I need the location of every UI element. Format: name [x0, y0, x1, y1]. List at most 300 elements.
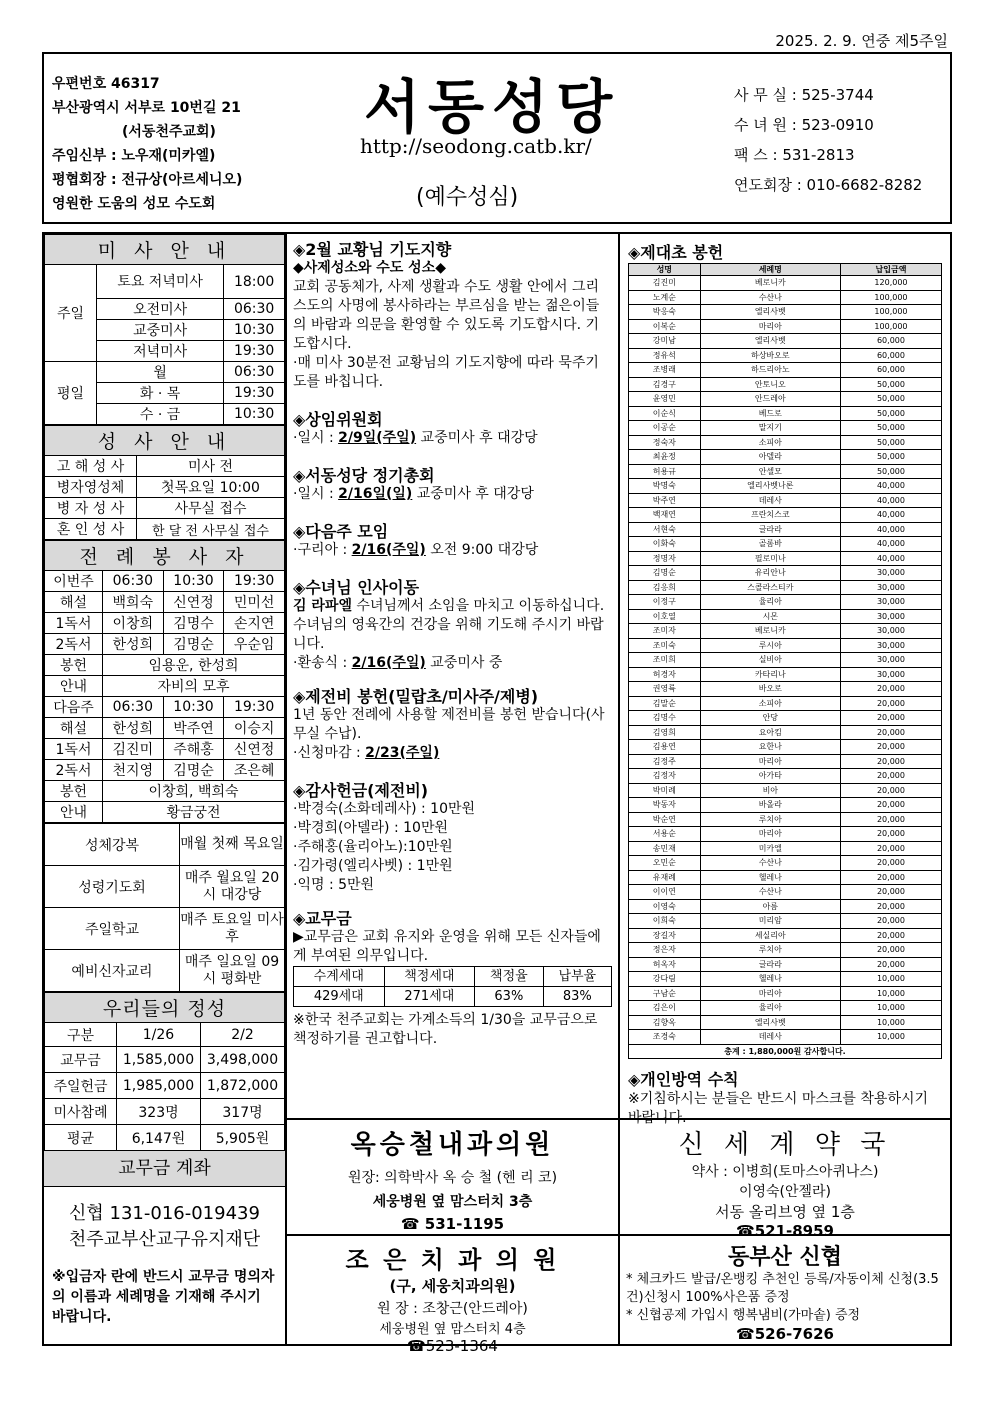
- donor-total-row: [629, 1044, 942, 1059]
- donor-cell: 20,000: [840, 914, 941, 929]
- donor-row: [629, 856, 942, 871]
- donor-row: [629, 334, 942, 349]
- donor-cell: 엘리사벳: [700, 334, 840, 349]
- server-cell: 주해홍: [163, 739, 224, 760]
- donor-cell: 베드로: [700, 406, 840, 421]
- donor-row: [629, 798, 942, 813]
- supplies-deadline: [293, 744, 612, 763]
- donor-cell: 구남순: [629, 986, 701, 1001]
- donor-row: [629, 609, 942, 624]
- donor-cell: 50,000: [840, 464, 941, 479]
- donor-cell: 50,000: [840, 377, 941, 392]
- contact-funeral: 연도회장 : 010-6682-8282: [734, 176, 923, 194]
- quarantine-title: ◈개인방역 수칙: [628, 1070, 739, 1089]
- offering-cell: 1,585,000: [117, 1047, 201, 1073]
- donor-cell: 이복순: [629, 319, 701, 334]
- server-cell: 이창희: [103, 613, 164, 634]
- donor-cell: 50,000: [840, 392, 941, 407]
- mass-name: 토요 저녁미사: [97, 265, 224, 299]
- tithe-table: [293, 966, 612, 1007]
- tithe-cell: 책정세대: [384, 967, 475, 987]
- donor-cell: 아름: [700, 899, 840, 914]
- supplies-body: 1년 동안 전례에 사용할 제전비를 봉헌 받습니다(사무실 수납).: [293, 707, 605, 742]
- ad-clinic: [287, 1118, 620, 1234]
- thanks-item: ·주해홍(율리아노):10만원: [293, 839, 453, 855]
- donor-header: 납입금액: [840, 264, 941, 276]
- donor-cell: 30,000: [840, 638, 941, 653]
- donor-cell: 50,000: [840, 421, 941, 436]
- donor-cell: 수산나: [700, 290, 840, 305]
- tithe-cell: 책정율: [475, 967, 543, 987]
- donor-cell: 바올라: [700, 798, 840, 813]
- donor-cell: 유리안나: [700, 566, 840, 581]
- donor-header: 세례명: [700, 264, 840, 276]
- donor-header: 성명: [629, 264, 701, 276]
- tithe-cell: 63%: [475, 987, 543, 1007]
- mass-time: 06:30: [224, 299, 285, 320]
- postal-code: 우편번호 46317: [52, 76, 160, 92]
- donor-row: [629, 566, 942, 581]
- donor-cell: 조병래: [629, 363, 701, 378]
- donor-cell: 박순연: [629, 812, 701, 827]
- mass-time: 10:30: [224, 404, 285, 425]
- donor-cell: 수산나: [700, 856, 840, 871]
- events-table: [44, 823, 285, 992]
- donor-cell: 강미남: [629, 334, 701, 349]
- donor-cell: 조미숙: [629, 638, 701, 653]
- donor-row: [629, 769, 942, 784]
- donor-row: [629, 435, 942, 450]
- server-cell: 봉헌: [45, 781, 103, 802]
- ad4-line2: * 신협공제 가입시 행복냄비(가마솥) 증정: [626, 1308, 861, 1323]
- server-cell: 이승지: [224, 718, 285, 739]
- donor-cell: 소피아: [700, 696, 840, 711]
- offering-cell: 1,872,000: [201, 1073, 285, 1099]
- mass-name: 교중미사: [97, 320, 224, 341]
- donor-cell: 안당: [700, 711, 840, 726]
- donor-row: [629, 377, 942, 392]
- offering-cell: 1/26: [117, 1023, 201, 1047]
- server-cell: 박주연: [163, 718, 224, 739]
- address: 부산광역시 서부로 10번길 21: [52, 100, 241, 116]
- donor-cell: 20,000: [840, 885, 941, 900]
- website-link[interactable]: http://seodong.catb.kr/: [360, 134, 592, 158]
- ad4-title: 동부산 신협: [728, 1245, 842, 1270]
- supplies-date: 2/23(주일): [365, 745, 440, 761]
- donor-cell: 엘리사벳나론: [700, 479, 840, 494]
- contact-convent: 수 녀 원 : 523-0910: [734, 116, 874, 134]
- thanks-item: ·익명 : 5만원: [293, 877, 375, 893]
- donor-row: [629, 624, 942, 639]
- label: ·신청마감 :: [293, 745, 366, 761]
- nun-name: 김 라파엘: [293, 598, 352, 614]
- donor-row: [629, 740, 942, 755]
- church-name: (서동천주교회): [122, 124, 216, 140]
- donor-row: [629, 711, 942, 726]
- donor-cell: 박응숙: [629, 305, 701, 320]
- donor-cell: 루시아: [700, 638, 840, 653]
- mass-time: 06:30: [224, 362, 285, 383]
- thanks-item: ·김가령(엘리사벳) : 1만원: [293, 858, 453, 874]
- mass-name: 수 · 금: [97, 404, 224, 425]
- donor-cell: 40,000: [840, 479, 941, 494]
- donor-cell: 송민재: [629, 841, 701, 856]
- donor-row: [629, 493, 942, 508]
- ad1-title: 옥승철내과의원: [350, 1130, 555, 1160]
- donor-row: [629, 1001, 942, 1016]
- donor-cell: 100,000: [840, 305, 941, 320]
- donor-table: [628, 263, 942, 1059]
- header: [42, 52, 952, 224]
- server-cell: 한성희: [103, 634, 164, 655]
- donor-cell: 10,000: [840, 1015, 941, 1030]
- sacrament-name: 고 해 성 사: [45, 456, 137, 477]
- server-cell: 06:30: [103, 571, 164, 592]
- donor-row: [629, 537, 942, 552]
- donor-cell: 프란치스코: [700, 508, 840, 523]
- donor-row: [629, 870, 942, 885]
- donor-cell: 미리암: [700, 914, 840, 929]
- sacrament-name: 병 자 성 사: [45, 498, 137, 519]
- donor-row: [629, 827, 942, 842]
- donor-cell: 60,000: [840, 334, 941, 349]
- donor-cell: 20,000: [840, 798, 941, 813]
- donor-row: [629, 986, 942, 1001]
- donor-cell: 최윤정: [629, 450, 701, 465]
- event-name: 주일학교: [45, 908, 180, 950]
- donor-cell: 필로미나: [700, 551, 840, 566]
- donor-cell: 실비아: [700, 653, 840, 668]
- donor-cell: 김응희: [629, 580, 701, 595]
- servers-table: [44, 540, 285, 823]
- donor-cell: 율리아: [700, 1001, 840, 1016]
- sacrament-table: [44, 425, 285, 540]
- donor-cell: 데레사: [700, 1030, 840, 1045]
- donor-cell: 20,000: [840, 899, 941, 914]
- ad1-line1: 원장: 의학박사 옥 승 철 (헨 리 코): [347, 1170, 558, 1186]
- donor-cell: 안셀모: [700, 464, 840, 479]
- quarantine-body: ※기침하시는 분들은 반드시 마스크를 착용하시기 바랍니다.: [628, 1091, 929, 1126]
- donor-row: [629, 305, 942, 320]
- mass-name: 화 · 목: [97, 383, 224, 404]
- server-cell: 손지연: [224, 613, 285, 634]
- donor-row: [629, 479, 942, 494]
- donor-row: [629, 653, 942, 668]
- sacrament-info: 첫목요일 10:00: [137, 477, 285, 498]
- donor-cell: 마리아: [700, 827, 840, 842]
- donor-cell: 이공순: [629, 421, 701, 436]
- right-column: [620, 234, 950, 1126]
- mass-title: 미 사 안 내: [45, 235, 285, 265]
- donor-cell: 하드리아노: [700, 363, 840, 378]
- servers-title: 전 례 봉 사 자: [45, 541, 285, 571]
- donor-cell: 40,000: [840, 508, 941, 523]
- server-cell: 김진미: [103, 739, 164, 760]
- event-info: 매주 월요일 20시 대강당: [180, 866, 285, 908]
- sacrament-name: 혼 인 성 사: [45, 519, 137, 540]
- server-cell: 10:30: [163, 571, 224, 592]
- mass-name: 월: [97, 362, 224, 383]
- donor-cell: 김향옥: [629, 1015, 701, 1030]
- dateline: 2025. 2. 9. 연중 제5주일: [775, 32, 948, 50]
- donor-row: [629, 928, 942, 943]
- nun-title: ◈수녀님 인사이동: [293, 578, 420, 597]
- donor-cell: 30,000: [840, 653, 941, 668]
- donor-row: [629, 508, 942, 523]
- ad1-line2: 세웅병원 옆 맘스터치 3층: [372, 1194, 533, 1210]
- donor-cell: 김은이: [629, 1001, 701, 1016]
- donor-cell: 소피아: [700, 435, 840, 450]
- donor-row: [629, 957, 942, 972]
- donor-row: [629, 290, 942, 305]
- donor-cell: 허용규: [629, 464, 701, 479]
- donor-cell: 10,000: [840, 972, 941, 987]
- donor-cell: 엘리사벳: [700, 1015, 840, 1030]
- ad2-line3: 서동 올리브영 옆 1층: [715, 1203, 855, 1221]
- account-note: ※입금자 란에 반드시 교무금 명의자의 이름과 세례명을 기재해 주시기 바랍니다.: [52, 1269, 275, 1325]
- donor-cell: 김정주: [629, 754, 701, 769]
- donor-cell: 서현숙: [629, 522, 701, 537]
- ad-dental: [287, 1234, 620, 1355]
- donor-row: [629, 972, 942, 987]
- sacrament-info: 미사 전: [137, 456, 285, 477]
- server-cell: 자비의 모후: [103, 676, 285, 697]
- religious-order: 영원한 도움의 성모 수도회: [52, 196, 216, 212]
- pope-body: 교회 공동체가, 사제 생활과 수도 생활 안에서 그리스도의 사명에 봉사하라는 부르심을 받는 젊은이들의 바람과 의문을 환영할 수 있도록 기도합시다. 기도합시다.: [293, 279, 600, 352]
- mass-time: 18:00: [224, 265, 285, 299]
- text: 수녀님께서 소임을 마치고 이동하십니다. 수녀님의 영육간의 건강을 위해 기도해 주시기 바랍니다.: [293, 598, 605, 652]
- donor-cell: 안토니오: [700, 377, 840, 392]
- donor-row: [629, 348, 942, 363]
- nun-body: [293, 597, 612, 654]
- donor-cell: 30,000: [840, 667, 941, 682]
- ad4-line1: * 체크카드 발급/온뱅킹 추천인 등록/자동이체 신청(3.5건)신청시 100%사은품 증정: [626, 1272, 939, 1305]
- offering-cell: 323명: [117, 1099, 201, 1125]
- tithe-cell: 83%: [543, 987, 611, 1007]
- donor-row: [629, 682, 942, 697]
- donor-cell: 박동자: [629, 798, 701, 813]
- donor-cell: 20,000: [840, 943, 941, 958]
- donor-cell: 60,000: [840, 363, 941, 378]
- donor-cell: 헬레나: [700, 870, 840, 885]
- donor-cell: 정명자: [629, 551, 701, 566]
- donor-cell: 아가타: [700, 769, 840, 784]
- donor-cell: 루치아: [700, 943, 840, 958]
- server-cell: 19:30: [224, 571, 285, 592]
- donor-cell: 40,000: [840, 551, 941, 566]
- donor-row: [629, 667, 942, 682]
- council-title: ◈상임위원회: [293, 410, 383, 429]
- donor-cell: 조미희: [629, 653, 701, 668]
- council-info: [293, 429, 612, 448]
- donor-cell: 김말순: [629, 696, 701, 711]
- donor-row: [629, 1030, 942, 1045]
- motto: (예수성심): [416, 185, 519, 210]
- text: 교중미사 중: [425, 655, 503, 671]
- server-cell: 김명수: [163, 613, 224, 634]
- contacts: [734, 80, 922, 200]
- donor-cell: 30,000: [840, 580, 941, 595]
- donor-row: [629, 551, 942, 566]
- donor-cell: 스콜라스티카: [700, 580, 840, 595]
- tithe-title: ◈교무금: [293, 909, 352, 928]
- donor-cell: 율리아: [700, 595, 840, 610]
- ad-credit-union: [620, 1234, 950, 1344]
- donor-row: [629, 696, 942, 711]
- donor-row: [629, 812, 942, 827]
- donor-row: [629, 406, 942, 421]
- offering-cell: 6,147원: [117, 1125, 201, 1151]
- server-cell: 신연정: [163, 592, 224, 613]
- donor-row: [629, 392, 942, 407]
- event-info: 매주 일요일 09시 평화반: [180, 950, 285, 992]
- donor-cell: 루치아: [700, 812, 840, 827]
- sacrament-name: 병자영성체: [45, 477, 137, 498]
- donor-cell: 장길자: [629, 928, 701, 943]
- donor-cell: 골롬바: [700, 537, 840, 552]
- candle-title: ◈제대초 봉헌: [628, 243, 724, 262]
- donor-cell: 요아킴: [700, 725, 840, 740]
- supplies-title: ◈제전비 봉헌(밀랍초/미사주/제병): [293, 687, 539, 706]
- donor-cell: 이희숙: [629, 914, 701, 929]
- donor-cell: 마리아: [700, 986, 840, 1001]
- donor-cell: 40,000: [840, 522, 941, 537]
- donor-cell: 김경구: [629, 377, 701, 392]
- donor-cell: 10,000: [840, 986, 941, 1001]
- mass-name: 저녁미사: [97, 341, 224, 362]
- ad3-subtitle: (구, 세웅치과의원): [389, 1277, 516, 1295]
- label: ·구리아 :: [293, 542, 352, 558]
- donor-cell: 백재연: [629, 508, 701, 523]
- pope-subtitle: ◆사제성소와 수도 성소◆: [293, 260, 446, 276]
- donor-total: 총계 : 1,880,000원 감사합니다.: [629, 1044, 942, 1059]
- event-name: 성체강복: [45, 824, 180, 866]
- donor-cell: 30,000: [840, 566, 941, 581]
- donor-row: [629, 450, 942, 465]
- donor-row: [629, 276, 942, 291]
- event-name: 성령기도회: [45, 866, 180, 908]
- center-column: [287, 234, 620, 1118]
- mass-time: 19:30: [224, 383, 285, 404]
- donor-cell: 20,000: [840, 870, 941, 885]
- donor-cell: 하상바오로: [700, 348, 840, 363]
- server-cell: 안내: [45, 802, 103, 823]
- server-cell: 19:30: [224, 697, 285, 718]
- server-cell: 김명순: [163, 760, 224, 781]
- donor-cell: 베로니카: [700, 276, 840, 291]
- donor-cell: 말지기: [700, 421, 840, 436]
- ad4-phone: ☎526-7626: [736, 1325, 834, 1343]
- donor-cell: 정유석: [629, 348, 701, 363]
- donor-row: [629, 464, 942, 479]
- tithe-note: ※한국 천주교회는 가계소득의 1/30을 교무금으로 책정하기를 권고합니다.: [293, 1012, 598, 1047]
- server-cell: 신연정: [224, 739, 285, 760]
- donor-cell: 서용순: [629, 827, 701, 842]
- donor-cell: 김명순: [629, 566, 701, 581]
- sacrament-title: 성 사 안 내: [45, 426, 285, 456]
- main-body: [42, 232, 952, 1355]
- server-cell: 1독서: [45, 613, 103, 634]
- server-cell: 1독서: [45, 739, 103, 760]
- offering-cell: 1,985,000: [117, 1073, 201, 1099]
- donor-cell: 30,000: [840, 609, 941, 624]
- donor-cell: 마리아: [700, 754, 840, 769]
- server-cell: 이창희, 백희숙: [103, 781, 285, 802]
- tithe-cell: 수계세대: [294, 967, 385, 987]
- server-cell: 임용운, 한성희: [103, 655, 285, 676]
- assembly-info: [293, 485, 612, 504]
- ad3-title: 조 은 치 과 의 원: [345, 1246, 560, 1274]
- donor-row: [629, 841, 942, 856]
- account-title: 교무금 계좌: [44, 1151, 285, 1187]
- donor-cell: 이화숙: [629, 537, 701, 552]
- server-cell: 해설: [45, 718, 103, 739]
- donor-row: [629, 725, 942, 740]
- text: 교중미사 후 대강당: [416, 430, 538, 446]
- donor-cell: 이정구: [629, 595, 701, 610]
- pastor: 주임신부 : 노우재(미카엘): [52, 148, 216, 164]
- donor-cell: 권영륙: [629, 682, 701, 697]
- donor-cell: 시몬: [700, 609, 840, 624]
- donor-cell: 아델라: [700, 450, 840, 465]
- donor-cell: 정은자: [629, 943, 701, 958]
- donor-cell: 20,000: [840, 725, 941, 740]
- donor-cell: 정숙자: [629, 435, 701, 450]
- donor-cell: 박명숙: [629, 479, 701, 494]
- next-meeting-title: ◈다음주 모임: [293, 522, 389, 541]
- server-cell: 2독서: [45, 760, 103, 781]
- ad2-phone: ☎521-8959: [736, 1222, 834, 1240]
- server-cell: 우순임: [224, 634, 285, 655]
- donor-row: [629, 319, 942, 334]
- donor-cell: 조미자: [629, 624, 701, 639]
- ad3-phone: ☎523-1364: [407, 1337, 498, 1355]
- donor-cell: 윤영민: [629, 392, 701, 407]
- donor-cell: 20,000: [840, 957, 941, 972]
- thanks-item: ·박경숙(소화데레사) : 10만원: [293, 801, 476, 817]
- account-holder: 천주교부산교구유지재단: [68, 1229, 261, 1250]
- tithe-cell: 납부율: [543, 967, 611, 987]
- tithe-cell: 271세대: [384, 987, 475, 1007]
- donor-cell: 조경숙: [629, 1030, 701, 1045]
- donor-cell: 데레사: [700, 493, 840, 508]
- donor-cell: 엘리사벳: [700, 305, 840, 320]
- next-meeting-date: 2/16(주일): [351, 542, 426, 558]
- donor-row: [629, 1015, 942, 1030]
- donor-cell: 김영희: [629, 725, 701, 740]
- offering-table: [44, 992, 285, 1151]
- thanks-title: ◈감사헌금(제전비): [293, 781, 429, 800]
- offering-cell: 미사참례: [45, 1099, 117, 1125]
- donor-cell: 20,000: [840, 928, 941, 943]
- weekday-label: 평일: [45, 362, 97, 425]
- server-cell: 해설: [45, 592, 103, 613]
- donor-cell: 김진미: [629, 276, 701, 291]
- server-cell: 2독서: [45, 634, 103, 655]
- left-column: [44, 234, 287, 1344]
- donor-cell: 20,000: [840, 827, 941, 842]
- donor-cell: 20,000: [840, 711, 941, 726]
- donor-cell: 40,000: [840, 537, 941, 552]
- mass-table: [44, 234, 285, 425]
- ad-pharmacy: [620, 1118, 950, 1240]
- donor-cell: 20,000: [840, 754, 941, 769]
- offering-cell: 317명: [201, 1099, 285, 1125]
- mass-time: 19:30: [224, 341, 285, 362]
- donor-cell: 헬레나: [700, 972, 840, 987]
- donor-cell: 글라라: [700, 522, 840, 537]
- council-president: 평협회장 : 전규상(아르세니오): [52, 172, 243, 188]
